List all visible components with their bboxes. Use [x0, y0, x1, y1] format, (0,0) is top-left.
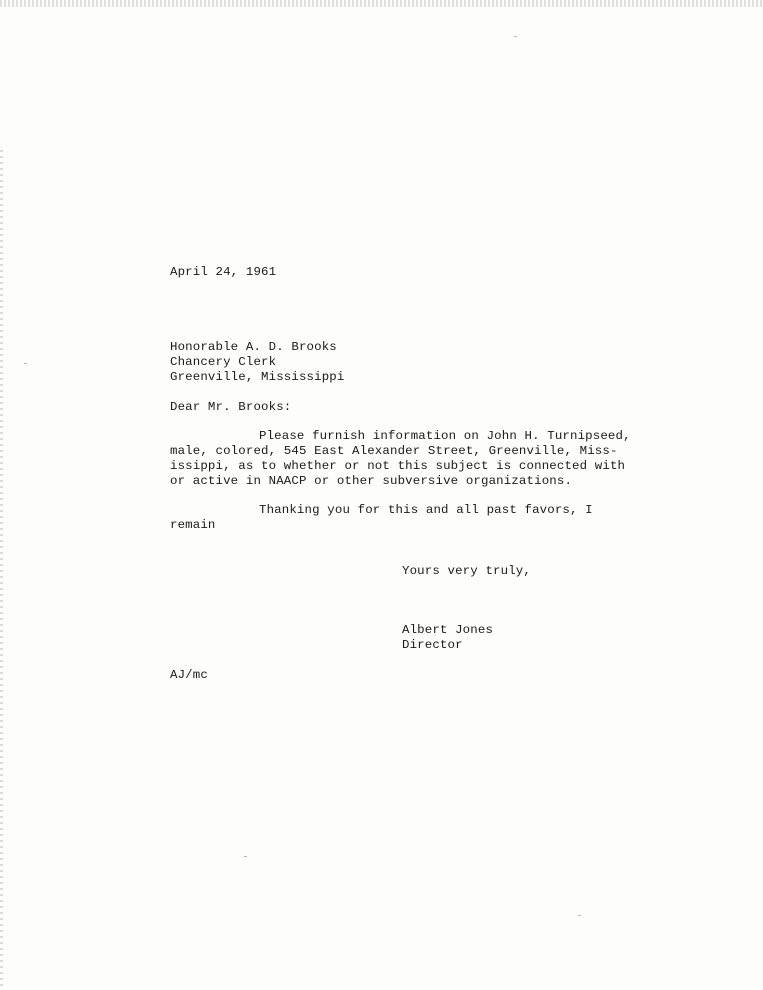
- scan-speck: [244, 856, 247, 857]
- reference-initials: AJ/mc: [170, 668, 208, 682]
- letter-date: April 24, 1961: [170, 265, 277, 279]
- signature-title: Director: [402, 638, 463, 652]
- scan-top-edge: [0, 0, 763, 7]
- body-paragraph-1-line: or active in NAACP or other subversive organizations.: [170, 474, 573, 488]
- recipient-location: Greenville, Mississippi: [170, 370, 345, 384]
- scan-speck: [24, 363, 27, 364]
- scan-speck: [514, 36, 517, 37]
- salutation: Dear Mr. Brooks:: [170, 400, 292, 414]
- signature-name: Albert Jones: [402, 623, 494, 637]
- complimentary-close: Yours very truly,: [402, 564, 531, 578]
- body-paragraph-1-line: male, colored, 545 East Alexander Street, Greenville, Miss-: [170, 444, 618, 458]
- scan-speck: [578, 915, 581, 916]
- body-paragraph-1-line: Please furnish information on John H. Turnipseed,: [259, 429, 631, 443]
- body-paragraph-2-line: remain: [170, 518, 216, 532]
- body-paragraph-2-line: Thanking you for this and all past favors, I: [259, 503, 593, 517]
- scan-left-edge: [0, 150, 3, 990]
- body-paragraph-1-line: issippi, as to whether or not this subject is connected with: [170, 459, 626, 473]
- recipient-name: Honorable A. D. Brooks: [170, 340, 337, 354]
- recipient-title: Chancery Clerk: [170, 355, 277, 369]
